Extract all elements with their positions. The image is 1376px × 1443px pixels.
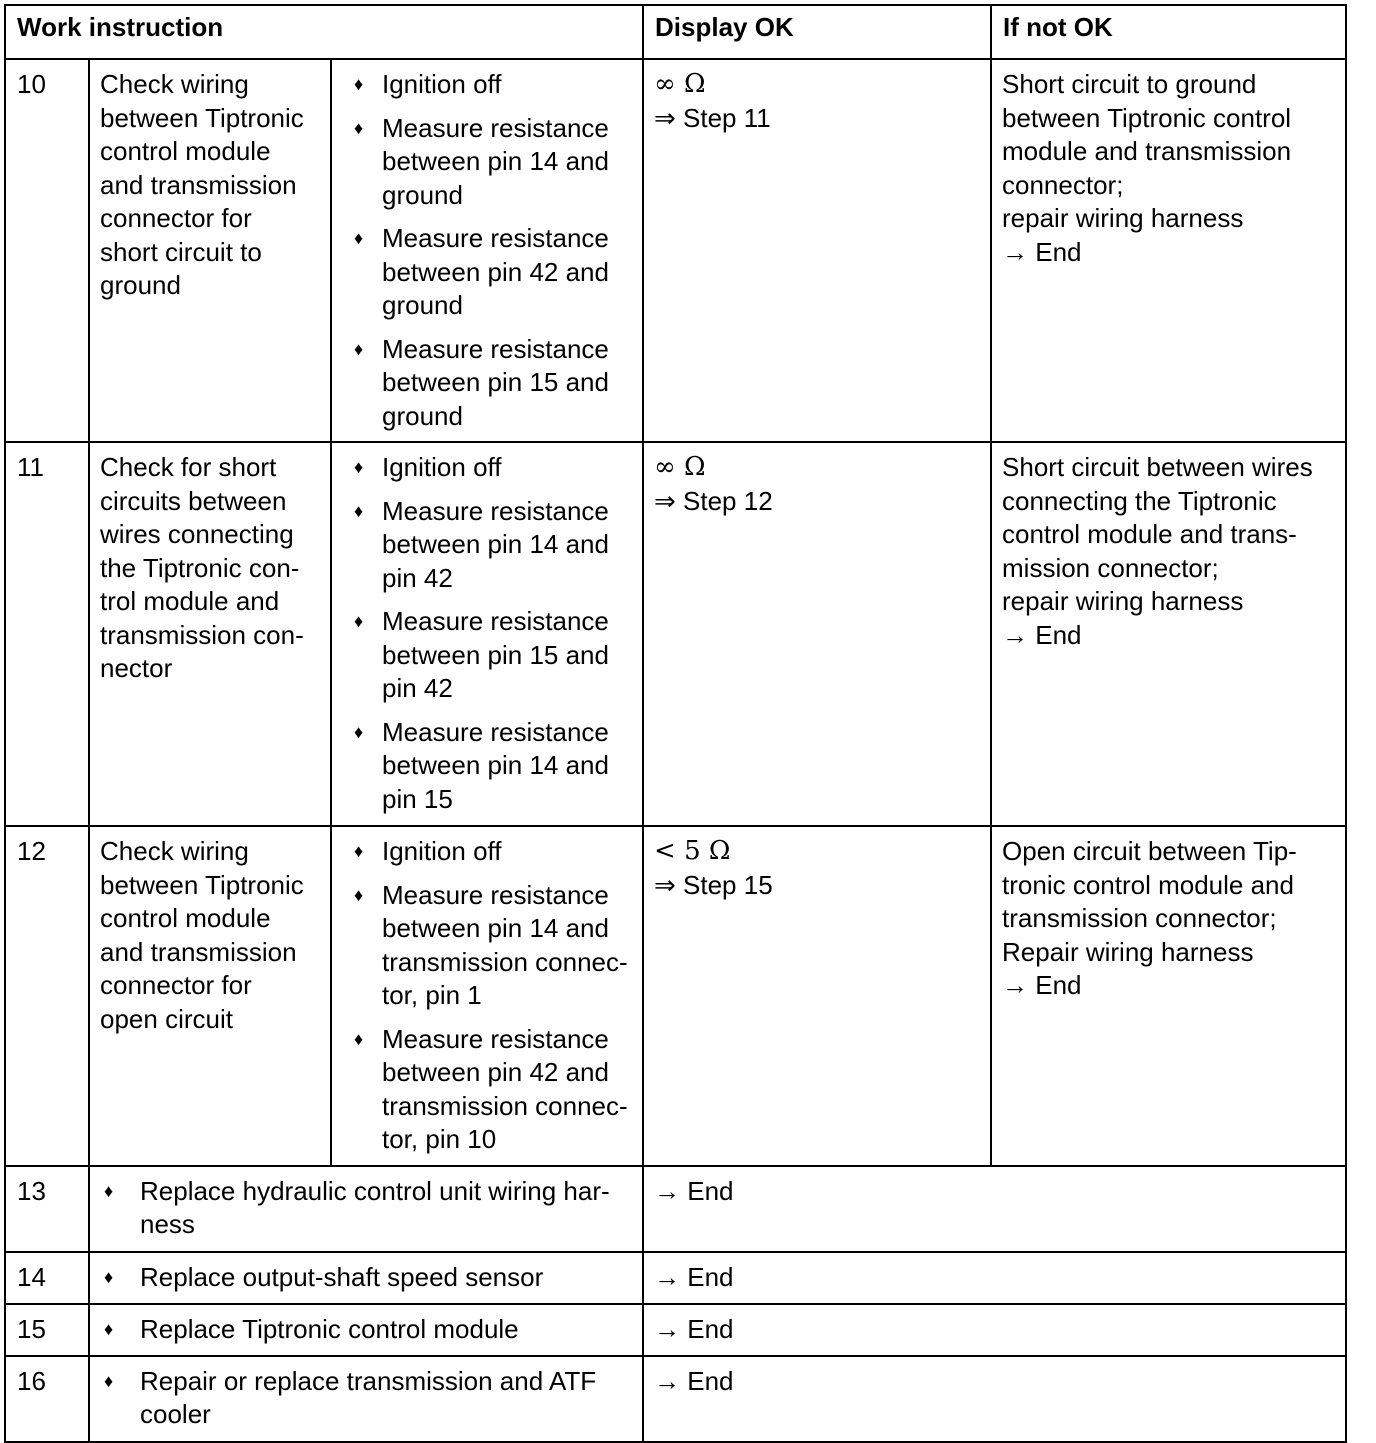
if-not-ok-cell: Short circuit to ground between Tiptronic control module and transmission connector; repair wiring harness → End: [991, 59, 1346, 442]
diamond-bullet-icon: ♦: [354, 841, 364, 861]
step-number: 12: [5, 826, 89, 1166]
display-next-step: ⇒ Step 11: [654, 102, 771, 133]
diamond-bullet-icon: ♦: [354, 228, 364, 248]
display-value: < 5 Ω: [654, 836, 731, 866]
action-item: ♦ Measure resistance between pin 14 and transmission connec- tor, pin 1: [354, 879, 628, 1010]
step-actions: [331, 59, 643, 442]
action-item: ♦ Measure resistance between pin 42 and ground: [354, 223, 609, 320]
step-description: Check wiring between Tiptronic control module and transmission connector for open circuit: [89, 826, 331, 1166]
diamond-bullet-icon: ♦: [354, 457, 364, 477]
action-item: ♦ Replace output-shaft speed sensor: [102, 1261, 636, 1295]
diamond-bullet-icon: ♦: [104, 1266, 114, 1287]
step-actions: [331, 826, 643, 1166]
step-description: Check wiring between Tiptronic control module and transmission connector for short circuit to ground: [89, 59, 331, 442]
step-actions: [331, 442, 643, 826]
step-number: 10: [5, 59, 89, 442]
diamond-bullet-icon: ♦: [354, 338, 364, 359]
header-row: [5, 5, 1346, 59]
action-item: ♦ Ignition off: [342, 451, 636, 485]
display-next-step: ⇒ Step 15: [654, 869, 773, 900]
diamond-bullet-icon: ♦: [354, 117, 364, 138]
step-row-16: [5, 1356, 1346, 1442]
result-cell: → End: [643, 1166, 1346, 1252]
action-item: ♦ Ignition off: [342, 835, 636, 869]
display-value: ∞ Ω: [654, 69, 706, 99]
action-item: ♦ Measure resistance between pin 14 and pin 15: [354, 716, 609, 814]
step-number: 13: [5, 1166, 89, 1252]
action-item: ♦ Measure resistance between pin 15 and pin 42: [354, 606, 609, 703]
diamond-bullet-icon: ♦: [354, 500, 364, 521]
step-actions: [89, 1304, 643, 1356]
if-not-ok-cell: Open circuit between Tip- tronic control module and transmission connector; Repair wiring harness → End: [991, 826, 1346, 1166]
action-item: ♦ Repair or replace transmission and ATF cooler: [104, 1365, 597, 1429]
header-work-instruction: Work instruction: [5, 5, 643, 59]
step-actions: [89, 1166, 643, 1252]
action-item: ♦ Ignition off: [342, 68, 636, 102]
action-item: ♦ Measure resistance between pin 14 and ground: [354, 112, 609, 210]
step-number: 11: [5, 442, 89, 826]
display-next-step: ⇒ Step 12: [654, 485, 773, 516]
step-description: Check for short circuits between wires connecting the Tiptronic con- trol module and transmission con- nector: [89, 442, 331, 826]
step-number: 15: [5, 1304, 89, 1356]
result-cell: → End: [643, 1252, 1346, 1304]
result-cell: → End: [643, 1304, 1346, 1356]
diamond-bullet-icon: ♦: [354, 74, 364, 94]
action-item: ♦ Measure resistance between pin 15 and ground: [354, 333, 609, 431]
display-ok-cell: [643, 442, 991, 826]
action-item: ♦ Measure resistance between pin 14 and pin 42: [354, 495, 609, 593]
header-if-not-ok: If not OK: [991, 5, 1346, 59]
if-not-ok-cell: Short circuit between wires connecting the Tiptronic control module and trans- mission connector; repair wiring harness → End: [991, 442, 1346, 826]
display-ok-cell: [643, 826, 991, 1166]
diamond-bullet-icon: ♦: [104, 1318, 114, 1339]
action-item: ♦ Measure resistance between pin 42 and transmission connec- tor, pin 10: [354, 1023, 628, 1154]
header-display-ok: Display OK: [643, 5, 991, 59]
diamond-bullet-icon: ♦: [354, 721, 364, 742]
step-row-10: [5, 59, 1346, 442]
step-actions: [89, 1356, 643, 1442]
action-item: ♦ Replace hydraulic control unit wiring har- ness: [104, 1175, 610, 1239]
step-row-14: [5, 1252, 1346, 1304]
step-row-15: [5, 1304, 1346, 1356]
action-item: ♦ Replace Tiptronic control module: [102, 1313, 636, 1347]
step-number: 14: [5, 1252, 89, 1304]
step-row-11: [5, 442, 1346, 826]
display-value: ∞ Ω: [654, 452, 706, 482]
step-row-12: [5, 826, 1346, 1166]
diamond-bullet-icon: ♦: [104, 1180, 114, 1201]
result-cell: → End: [643, 1356, 1346, 1442]
diamond-bullet-icon: ♦: [354, 1028, 364, 1049]
step-actions: [89, 1252, 643, 1304]
diamond-bullet-icon: ♦: [104, 1370, 114, 1391]
work-instruction-table: [4, 4, 1347, 1443]
diamond-bullet-icon: ♦: [354, 611, 364, 631]
step-row-13: [5, 1166, 1346, 1252]
diamond-bullet-icon: ♦: [354, 884, 364, 905]
display-ok-cell: [643, 59, 991, 442]
step-number: 16: [5, 1356, 89, 1442]
